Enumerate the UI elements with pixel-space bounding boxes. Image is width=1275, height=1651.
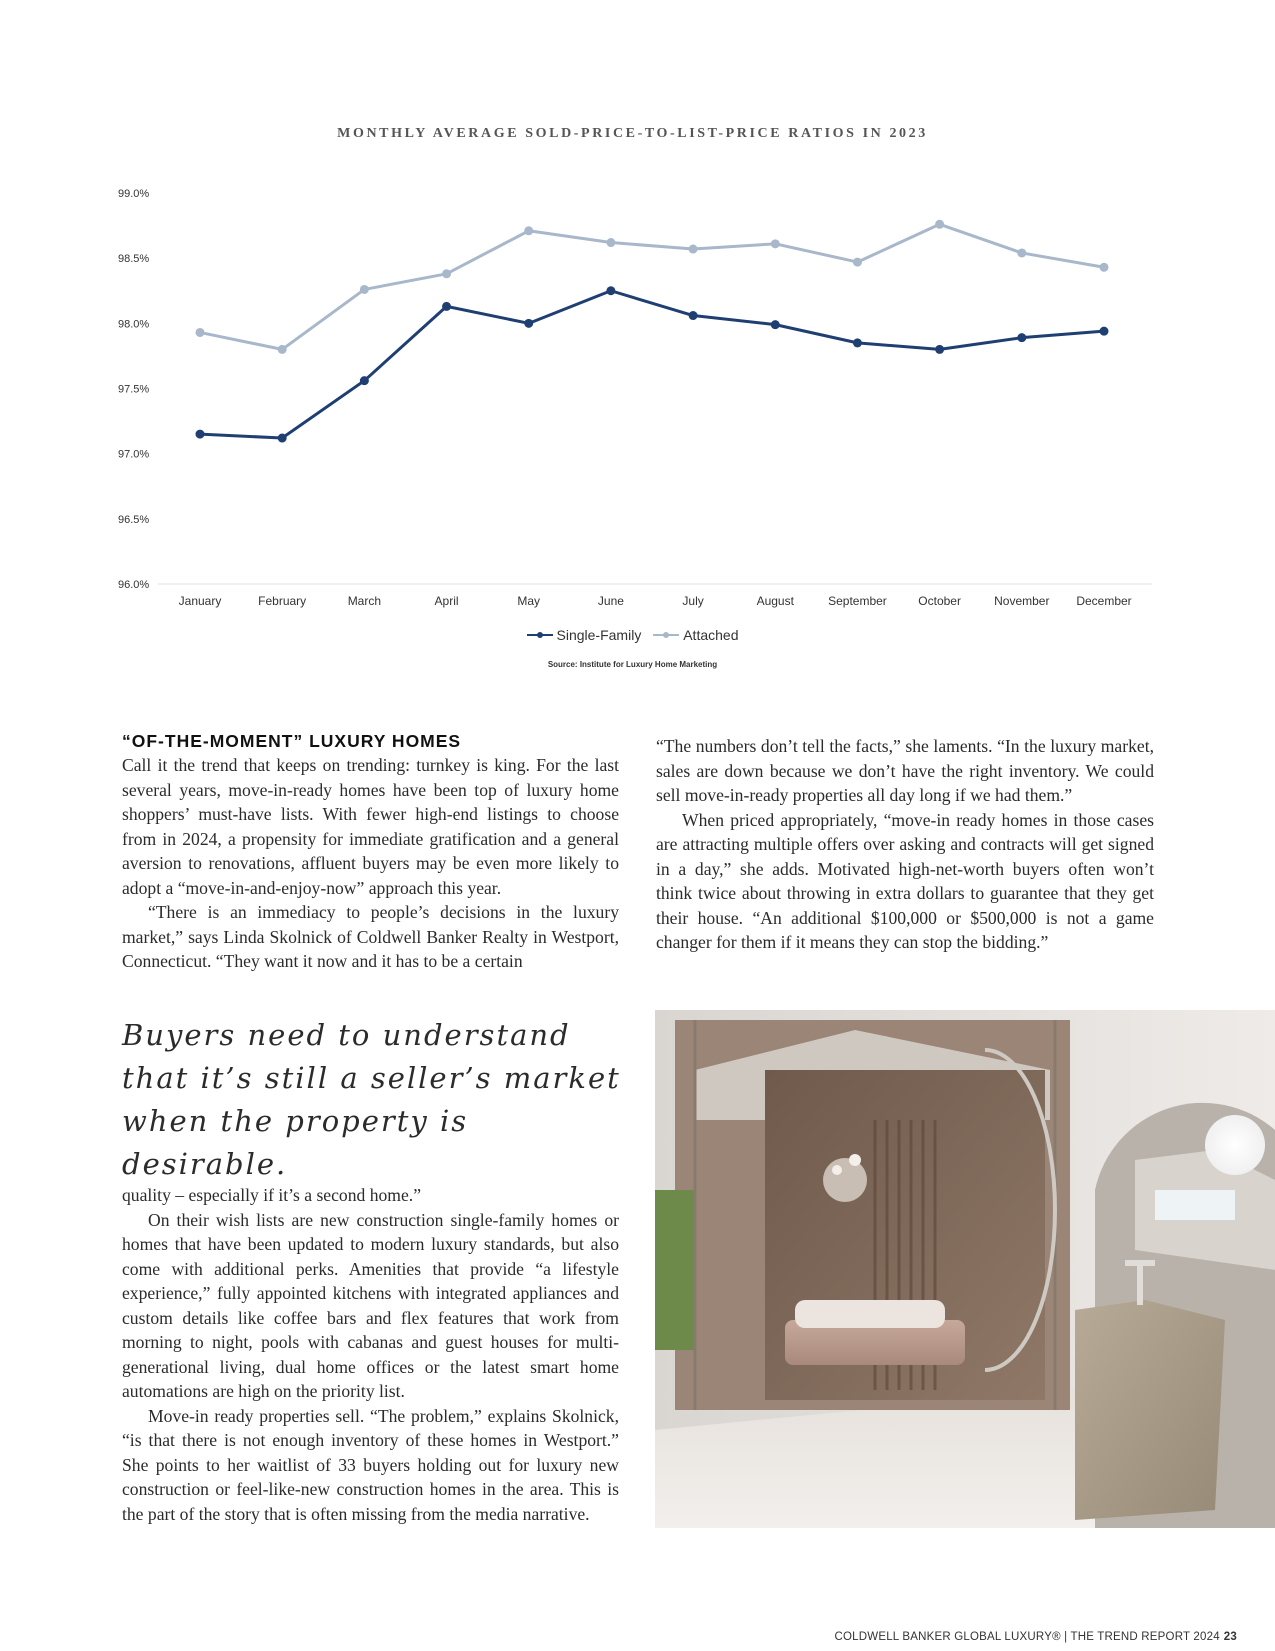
data-point-single-family bbox=[278, 434, 287, 443]
pull-quote: Buyers need to understand that it’s still a seller’s market when the property is desirable. bbox=[122, 1018, 621, 1181]
y-tick-label: 96.5% bbox=[118, 513, 150, 526]
legend-line-icon bbox=[653, 630, 679, 640]
data-point-single-family bbox=[1100, 327, 1109, 336]
y-tick-label: 96.0% bbox=[118, 579, 150, 591]
y-tick-label: 99.0% bbox=[118, 188, 150, 200]
chart-legend bbox=[0, 627, 1265, 643]
paragraph: “The numbers don’t tell the facts,” she laments. “In the luxury market, sales are down because we don’t have the right inventory. We could sell move-in-ready properties all day long if we had them.” bbox=[656, 736, 1154, 805]
left-column-bottom bbox=[122, 1183, 619, 1526]
data-point-attached bbox=[524, 226, 533, 235]
paragraph: Move-in ready properties sell. “The problem,” explains Skolnick, “is that there is not enough inventory of these homes in Westport.” She points to her waitlist of 33 buyers holding out for luxury new construction or feel-like-new construction homes in the area. This is the part of the story that is often missing from the media narrative. bbox=[122, 1405, 619, 1524]
data-point-attached bbox=[1100, 263, 1109, 272]
y-tick-label: 97.0% bbox=[118, 448, 150, 461]
data-point-single-family bbox=[771, 320, 780, 329]
x-tick-label: December bbox=[1076, 594, 1132, 608]
footer-text: COLDWELL BANKER GLOBAL LUXURY® | THE TREND REPORT 2024 bbox=[834, 1631, 1220, 1643]
legend-item-single-family bbox=[527, 627, 642, 643]
y-tick-label: 98.0% bbox=[118, 318, 150, 331]
data-point-single-family bbox=[360, 376, 369, 385]
data-point-attached bbox=[442, 269, 451, 278]
left-column-top bbox=[122, 730, 619, 974]
data-point-single-family bbox=[1017, 333, 1026, 342]
data-point-attached bbox=[689, 245, 698, 254]
legend-item-attached bbox=[653, 627, 738, 643]
x-tick-label: September bbox=[828, 594, 887, 608]
paragraph: When priced appropriately, “move-in ready homes in those cases are attracting multiple offers over asking and contracts will get signed in a day,” she adds. Motivated high-net-worth buyers often won’t think twice about throwing in extra dollars to guarantee that they get their house. “An additional $100,000 or $500,000 is not a game changer for them if it means they can stop the bidding.” bbox=[656, 809, 1154, 952]
paragraph: Call it the trend that keeps on trending: turnkey is king. For the last several years, move-in-ready homes have been top of luxury home shoppers’ must-have lists. With fewer high-end listings to choose from in 2024, a propensity for immediate gratification and a general aversion to renovations, affluent buyers may be even more likely to adopt a “move-in-and-enjoy-now” approach this year. bbox=[122, 755, 619, 898]
data-point-single-family bbox=[853, 338, 862, 347]
x-tick-label: February bbox=[258, 594, 307, 608]
data-point-attached bbox=[278, 345, 287, 354]
legend-label: Single-Family bbox=[556, 627, 642, 643]
y-tick-label: 98.5% bbox=[118, 253, 150, 266]
data-point-attached bbox=[935, 220, 944, 229]
data-point-attached bbox=[196, 328, 205, 337]
x-tick-label: April bbox=[434, 594, 459, 608]
x-tick-label: July bbox=[682, 594, 704, 608]
bathroom-bedroom-photo bbox=[655, 1010, 1275, 1528]
right-column bbox=[656, 734, 1154, 955]
chart-title: MONTHLY AVERAGE SOLD-PRICE-TO-LIST-PRICE RATIOS IN 2023 bbox=[337, 126, 928, 141]
x-tick-label: June bbox=[597, 594, 624, 608]
page-number: 23 bbox=[1223, 1631, 1237, 1643]
data-point-attached bbox=[771, 239, 780, 248]
data-point-single-family bbox=[935, 345, 944, 354]
data-point-single-family bbox=[196, 430, 205, 439]
data-point-single-family bbox=[689, 311, 698, 320]
interior-illustration bbox=[655, 1010, 1275, 1528]
data-point-single-family bbox=[524, 319, 533, 328]
chart-plot bbox=[0, 0, 1275, 690]
x-tick-label: October bbox=[918, 594, 961, 608]
chart-source: Source: Institute for Luxury Home Marketing bbox=[547, 660, 718, 669]
price-ratio-chart bbox=[0, 0, 1275, 690]
data-point-attached bbox=[606, 238, 615, 247]
y-tick-label: 97.5% bbox=[118, 383, 150, 396]
paragraph: On their wish lists are new construction single-family homes or homes that have been updated to modern luxury standards, but also come with additional perks. Amenities that provide “a lifestyle experience,” fully appointed kitchens with integrated appliances and custom details like coffee bars and flex features that work from morning to night, pools with cabanas and guest houses for multi-generational living, dual home offices or the latest smart home automations are high on the priority list. bbox=[122, 1209, 619, 1401]
x-tick-label: August bbox=[756, 594, 794, 608]
data-point-attached bbox=[853, 258, 862, 267]
data-point-single-family bbox=[606, 286, 615, 295]
data-point-attached bbox=[360, 285, 369, 294]
paragraph: “There is an immediacy to people’s decisions in the luxury market,” says Linda Skolnick of Coldwell Banker Realty in Westport, Connecticut. “They want it now and it has to be a certain bbox=[122, 902, 619, 971]
series-line-single-family bbox=[200, 291, 1104, 438]
x-tick-label: May bbox=[517, 594, 541, 608]
page-footer bbox=[835, 1631, 1237, 1643]
data-point-attached bbox=[1017, 248, 1026, 257]
data-point-single-family bbox=[442, 302, 451, 311]
series-line-attached bbox=[200, 224, 1104, 349]
x-tick-label: November bbox=[994, 594, 1050, 608]
section-heading: “OF-THE-MOMENT” LUXURY HOMES bbox=[122, 731, 462, 751]
legend-label: Attached bbox=[683, 627, 739, 643]
x-tick-label: March bbox=[347, 594, 382, 608]
paragraph: quality – especially if it’s a second home.” bbox=[122, 1185, 422, 1205]
x-tick-label: January bbox=[178, 594, 222, 608]
legend-line-icon bbox=[527, 630, 553, 640]
